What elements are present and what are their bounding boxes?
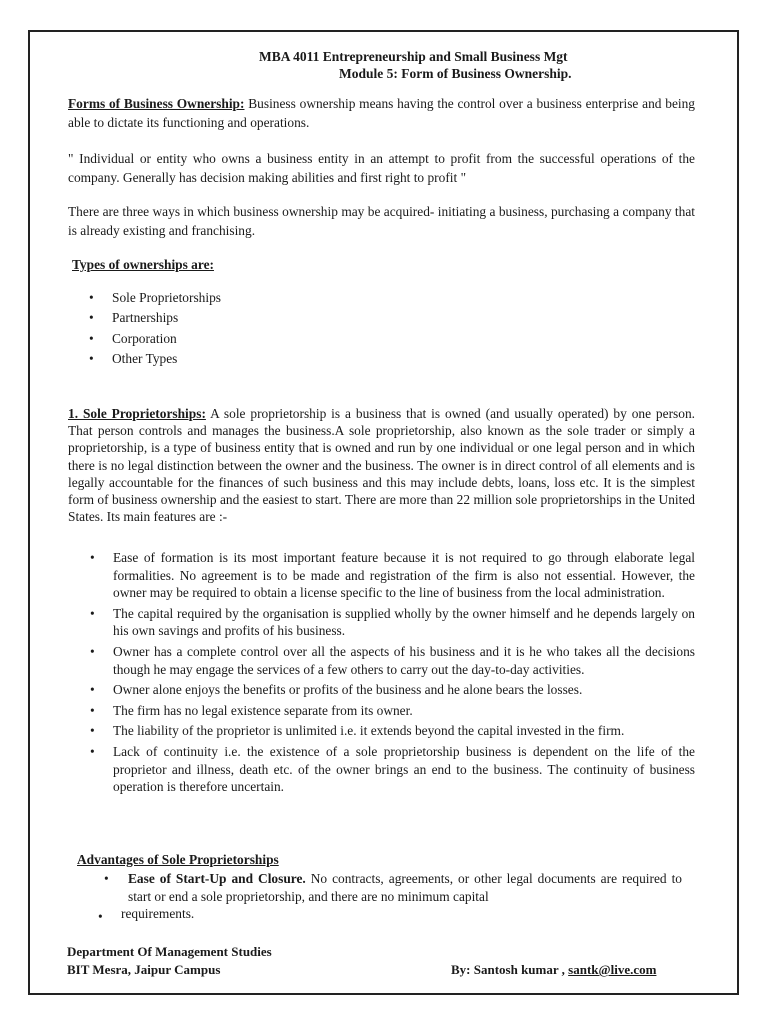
email-link[interactable]: santk@live.com bbox=[568, 962, 657, 977]
bullet-icon: • bbox=[90, 605, 95, 621]
features-list bbox=[88, 549, 695, 799]
author-label: By: Santosh kumar , bbox=[451, 962, 569, 977]
bullet-icon: • bbox=[90, 743, 95, 759]
feature-text: Owner has a complete control over all the aspects of his business and it is he who takes all the decisions though he may engage the services of a few others to carry out the day-to-day activities. bbox=[113, 643, 695, 677]
module-title: Module 5: Form of Business Ownership. bbox=[339, 66, 572, 81]
footer-author bbox=[451, 962, 656, 978]
bullet-icon: • bbox=[90, 682, 95, 698]
list-item-label: Sole Proprietorships bbox=[112, 290, 221, 305]
intro-paragraph bbox=[68, 95, 695, 132]
sole-proprietorship-paragraph bbox=[68, 405, 695, 525]
list-item bbox=[70, 288, 221, 308]
bullet-icon: • bbox=[89, 350, 94, 366]
bullet-icon: • bbox=[89, 290, 94, 305]
feature-text: The capital required by the organisation is supplied wholly by the owner himself and he depends largely on his own savings and profits of his business. bbox=[113, 605, 695, 639]
types-list bbox=[70, 288, 221, 369]
list-item bbox=[88, 549, 695, 602]
list-item bbox=[88, 702, 695, 720]
feature-text: Lack of continuity i.e. the existence of a sole proprietorship business is dependent on the life of the proprietor and illness, death etc. of the owner brings an end to the business. The continuity of business operation is therefore uncertain. bbox=[113, 743, 695, 795]
footer-department: Department Of Management Studies bbox=[67, 944, 272, 959]
three-ways-paragraph: There are three ways in which business ownership may be acquired- initiating a business, purchasing a company that is already existing and franchising. bbox=[68, 204, 695, 238]
advantage-text-cont: requirements. bbox=[121, 906, 195, 922]
intro-heading: Forms of Business Ownership: bbox=[68, 96, 245, 111]
list-item bbox=[70, 329, 221, 349]
course-title: MBA 4011 Entrepreneurship and Small Business Mgt bbox=[259, 49, 568, 64]
list-item bbox=[70, 308, 221, 328]
bullet-icon: • bbox=[90, 550, 95, 565]
list-item bbox=[88, 743, 695, 796]
list-item-label: Other Types bbox=[112, 350, 178, 366]
bullet-icon: • bbox=[104, 871, 109, 886]
types-heading: Types of ownerships are: bbox=[72, 257, 214, 272]
list-item bbox=[70, 349, 221, 369]
advantage-text: No contracts, agreements, or other legal documents are required to start or end a sole proprietorship, and there are no minimum capital bbox=[128, 871, 683, 904]
feature-text: The firm has no legal existence separate from its owner. bbox=[113, 702, 413, 718]
bullet-icon: • bbox=[98, 909, 103, 925]
bullet-icon: • bbox=[90, 723, 95, 739]
feature-text: Owner alone enjoys the benefits or profits of the business and he alone bears the losses. bbox=[113, 682, 583, 698]
advantage-continuation bbox=[98, 905, 682, 925]
bullet-icon: • bbox=[89, 310, 94, 326]
bullet-icon: • bbox=[90, 643, 95, 659]
advantage-item bbox=[98, 870, 683, 925]
list-item bbox=[88, 681, 695, 699]
list-item bbox=[88, 722, 695, 740]
intro-text: Business ownership means having the control over a business enterprise and being able to dictate its functioning and operations. bbox=[68, 96, 695, 130]
sole-heading: 1. Sole Proprietorships: bbox=[68, 406, 206, 421]
list-item bbox=[88, 643, 695, 678]
definition-quote: " Individual or entity who owns a business entity in an attempt to profit from the successful operations of the company. Generally has decision making abilities and first right to profit " bbox=[68, 151, 695, 185]
advantage-bold: Ease of Start-Up and Closure. bbox=[128, 871, 306, 886]
advantages-heading: Advantages of Sole Proprietorships bbox=[77, 852, 279, 867]
list-item bbox=[88, 605, 695, 640]
list-item-label: Partnerships bbox=[112, 310, 179, 326]
bullet-icon: • bbox=[90, 702, 95, 718]
list-item-label: Corporation bbox=[112, 330, 177, 346]
footer-campus: BIT Mesra, Jaipur Campus bbox=[67, 962, 221, 977]
bullet-icon: • bbox=[89, 330, 94, 346]
feature-text: Ease of formation is its most important feature because it is not required to go through elaborate legal formalities. No agreement is to be made and registration of the firm is also not essential. However, the owner may be required to obtain a license specific to the line of business from the local administration. bbox=[113, 550, 695, 601]
sole-text: A sole proprietorship is a business that is owned (and usually operated) by one person. That person controls and manages the business.A sole proprietorship, also known as the sole trader or simply a proprietorship, is a type of business entity that is owned and run by one individual or one legal person and in which there is no legal distinction between the owner and the business. The owner is in direct control of all elements and is legally accountable for the finances of such business and this may include debts, loans, loss etc. It is the simplest form of business ownership and the easiest to start. There are more than 22 million sole proprietorships in the United States. Its main features are :- bbox=[68, 406, 695, 525]
feature-text: The liability of the proprietor is unlimited i.e. it extends beyond the capital invested in the firm. bbox=[113, 723, 625, 739]
